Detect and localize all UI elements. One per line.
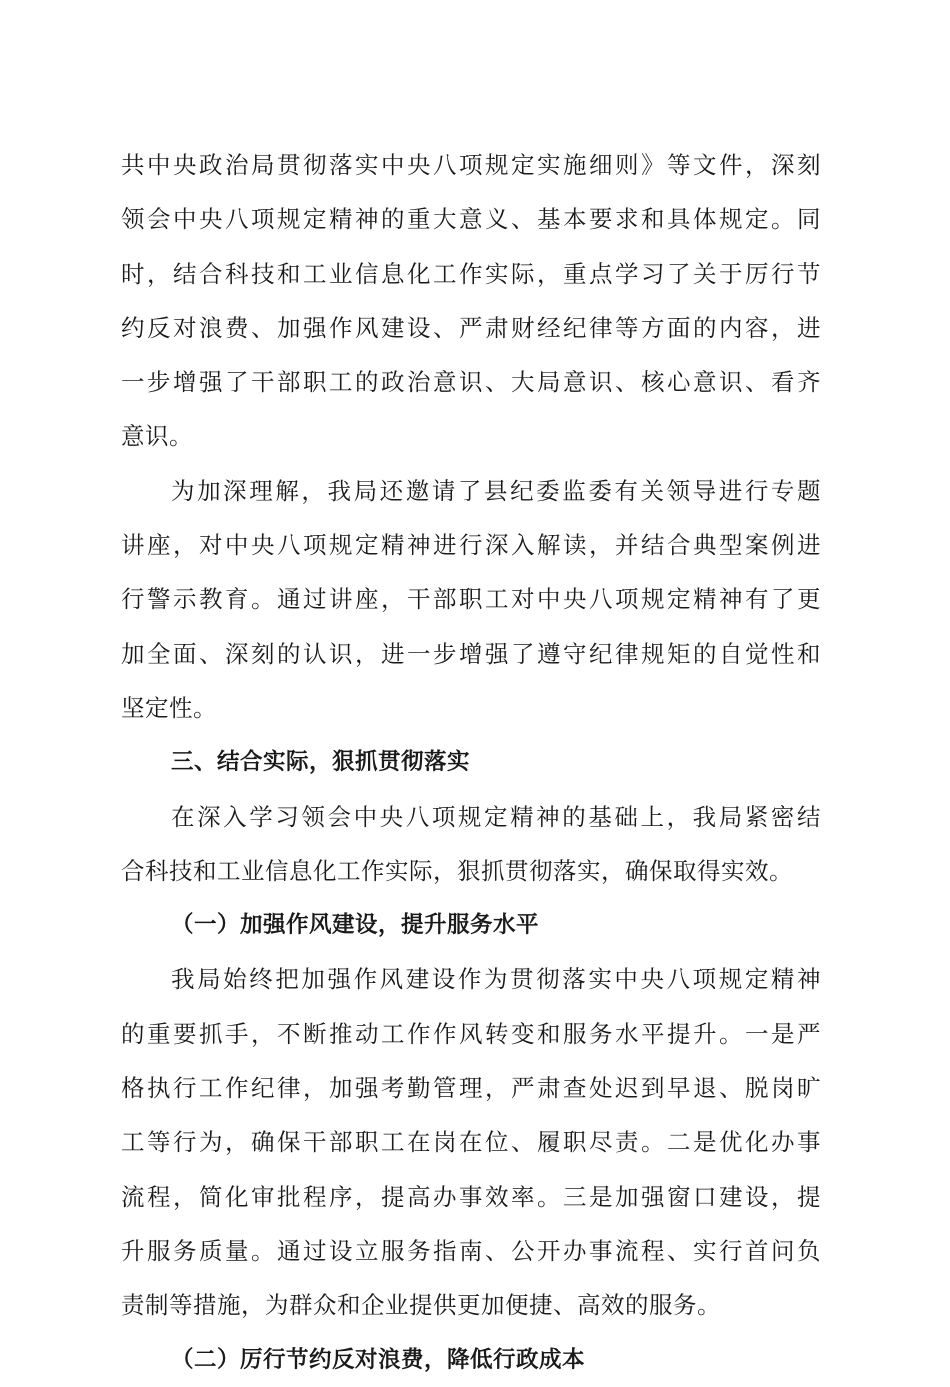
- text-line: 责制等措施，为群众和企业提供更加便捷、高效的服务。: [121, 1291, 721, 1320]
- paragraph-work-style: [121, 952, 821, 1332]
- text-line: 一步增强了干部职工的政治意识、大局意识、核心意识、看齐: [121, 368, 821, 397]
- paragraph-special-lecture: [121, 464, 821, 735]
- paragraph-study-documents: [121, 138, 821, 464]
- text-line: 的重要抓手，不断推动工作作风转变和服务水平提升。一是严: [121, 1019, 821, 1048]
- section-heading-3: 三、结合实际，狠抓贯彻落实: [171, 749, 471, 776]
- text-line: 格执行工作纪律，加强考勤管理，严肃查处迟到早退、脱岗旷: [121, 1074, 821, 1103]
- text-line: 为加深理解，我局还邀请了县纪委监委有关领导进行专题: [171, 476, 821, 505]
- text-line: 意识。: [121, 422, 193, 451]
- text-line: 领会中央八项规定精神的重大意义、基本要求和具体规定。同: [121, 205, 821, 234]
- text-line: 流程，简化审批程序，提高办事效率。三是加强窗口建设，提: [121, 1182, 821, 1211]
- text-line: 约反对浪费、加强作风建设、严肃财经纪律等方面的内容，进: [121, 313, 821, 342]
- text-line: 我局始终把加强作风建设作为贯彻落实中央八项规定精神: [171, 965, 821, 994]
- text-line: 工等行为，确保干部职工在岗在位、履职尽责。二是优化办事: [121, 1128, 821, 1157]
- text-line: 时，结合科技和工业信息化工作实际，重点学习了关于厉行节: [121, 259, 821, 288]
- subsection-heading-2: （二）厉行节约反对浪费，降低行政成本: [171, 1346, 586, 1373]
- text-line: 坚定性。: [121, 693, 217, 722]
- paragraph-implementation-intro: [121, 790, 821, 899]
- text-line: 行警示教育。通过讲座，干部职工对中央八项规定精神有了更: [121, 585, 821, 614]
- text-line: 共中央政治局贯彻落实中央八项规定实施细则》等文件，深刻: [121, 151, 821, 179]
- text-line: 升服务质量。通过设立服务指南、公开办事流程、实行首问负: [121, 1236, 821, 1265]
- text-line: 合科技和工业信息化工作实际，狠抓贯彻落实，确保取得实效。: [121, 856, 793, 885]
- subsection-heading-1: （一）加强作风建设，提升服务水平: [171, 912, 540, 939]
- text-line: 讲座，对中央八项规定精神进行深入解读，并结合典型案例进: [121, 531, 821, 560]
- document-body: [121, 138, 821, 1387]
- text-line: 在深入学习领会中央八项规定精神的基础上，我局紧密结: [171, 802, 821, 831]
- text-line: 加全面、深刻的认识，进一步增强了遵守纪律规矩的自觉性和: [121, 639, 821, 668]
